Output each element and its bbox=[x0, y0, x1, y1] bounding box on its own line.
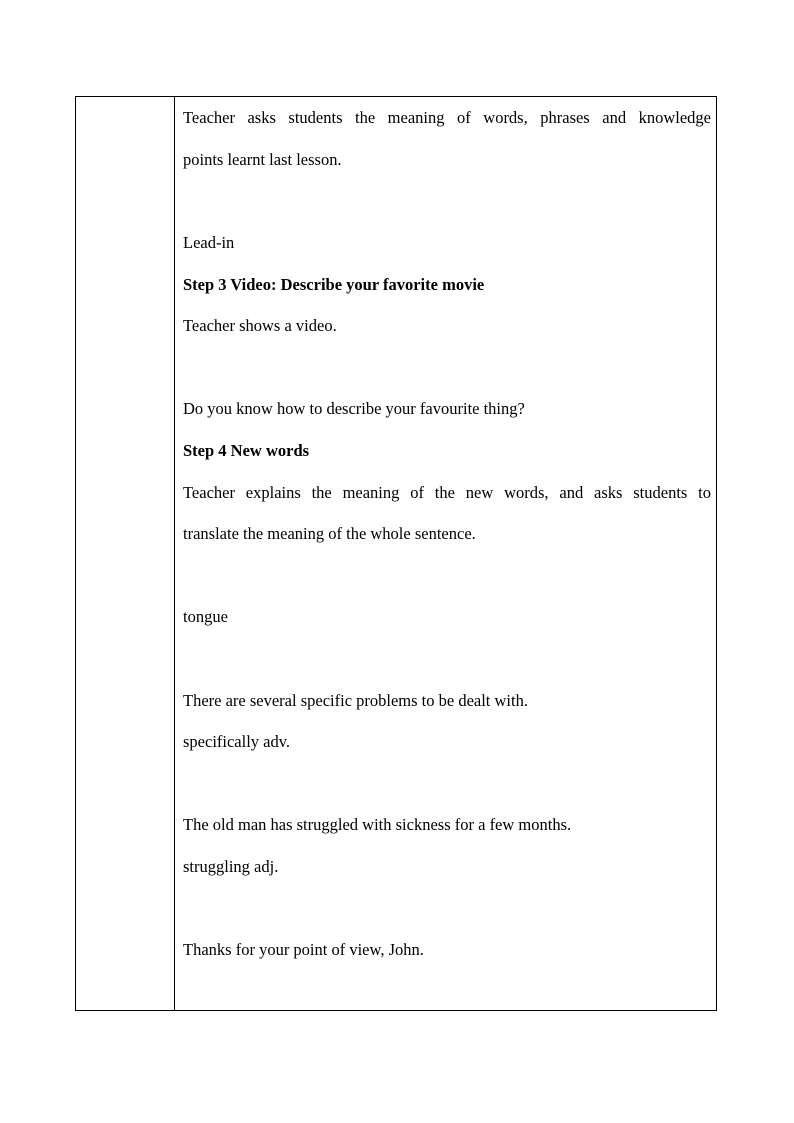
example-sentence-struggled: The old man has struggled with sickness for a few months. bbox=[183, 815, 572, 834]
vocab-word-specifically: specifically adv. bbox=[183, 732, 291, 751]
lesson-table bbox=[75, 96, 717, 1011]
table-left-column bbox=[76, 97, 175, 1010]
example-sentence-point-of-view: Thanks for your point of view, John. bbox=[183, 940, 424, 959]
vocab-word-tongue: tongue bbox=[183, 607, 228, 626]
video-instruction: Teacher shows a video. bbox=[183, 316, 337, 335]
paragraph-review-line-1: Teacher asks students the meaning of words, phrases and knowledge bbox=[183, 108, 711, 127]
lead-in-label: Lead-in bbox=[183, 233, 235, 252]
new-words-instruction-line-2: translate the meaning of the whole sentence. bbox=[183, 524, 476, 543]
vocab-word-struggling: struggling adj. bbox=[183, 857, 279, 876]
describe-question: Do you know how to describe your favourite thing? bbox=[183, 399, 525, 418]
new-words-instruction-line-1: Teacher explains the meaning of the new words, and asks students to bbox=[183, 483, 711, 502]
example-sentence-specific: There are several specific problems to be dealt with. bbox=[183, 691, 528, 710]
paragraph-review-line-2: points learnt last lesson. bbox=[183, 150, 342, 169]
step-4-heading: Step 4 New words bbox=[183, 441, 310, 460]
step-3-heading: Step 3 Video: Describe your favorite movie bbox=[183, 275, 485, 294]
table-content-cell bbox=[176, 97, 716, 1010]
